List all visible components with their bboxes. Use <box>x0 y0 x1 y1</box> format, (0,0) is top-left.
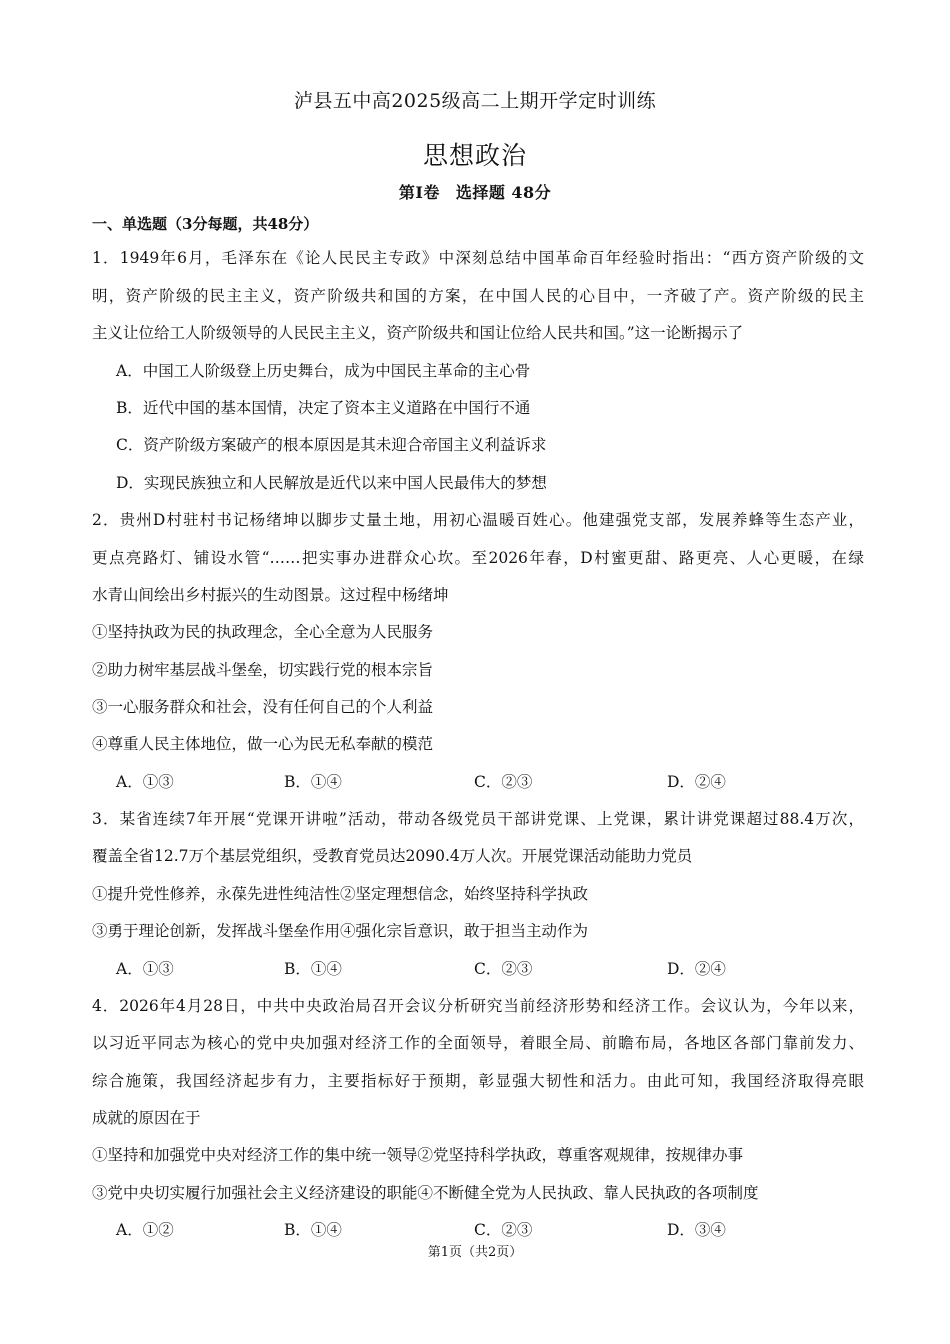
question-2-statement-3: ③一心服务群众和社会，没有任何自己的个人利益 <box>92 698 434 716</box>
question-1-option-d: D．实现民族独立和人民解放是近代以来中国人民最伟大的梦想 <box>116 474 547 492</box>
question-1-line-3: 主义让位给工人阶级领导的人民民主主义，资产阶级共和国让位给人民共和国。”这一论断揭示了 <box>92 324 744 342</box>
part-name: 选择题 48分 <box>455 183 552 202</box>
question-4-choice-d: D．③④ <box>667 1221 726 1239</box>
exam-title: 泸县五中高2025级高二上期开学定时训练 <box>293 90 657 112</box>
question-4-statement-1: ①坚持和加强党中央对经济工作的集中统一领导②党坚持科学执政，尊重客观规律，按规律办事 <box>92 1146 744 1164</box>
question-2-statement-4: ④尊重人民主体地位，做一心为民无私奉献的模范 <box>92 735 434 753</box>
question-3-statement-1: ①提升党性修养，永葆先进性纯洁性②坚定理想信念，始终坚持科学执政 <box>92 885 589 903</box>
section-heading: 一、单选题（3分每题，共48分） <box>92 215 319 233</box>
question-3-choice-d: D．②④ <box>667 960 726 978</box>
question-3-choice-c: C．②③ <box>474 960 533 978</box>
question-2-choice-c: C．②③ <box>474 773 533 791</box>
question-3-line-1: 3．某省连续7年开展“党课开讲啦”活动，带动各级党员干部讲党课、上党课，累计讲党课超过88.4万次， <box>92 810 864 828</box>
question-4-line-4: 成就的原因在于 <box>92 1109 201 1127</box>
question-4-choice-a: A．①② <box>116 1221 174 1239</box>
question-4-statement-2: ③党中央切实履行加强社会主义经济建设的职能④不断健全党为人民执政、靠人民执政的各项制度 <box>92 1184 759 1202</box>
question-3-choices <box>116 959 876 979</box>
question-1-option-a: A．中国工人阶级登上历史舞台，成为中国民主革命的主心骨 <box>116 362 531 380</box>
question-4-choice-c: C．②③ <box>474 1221 533 1239</box>
question-2-statement-2: ②助力树牢基层战斗堡垒，切实践行党的根本宗旨 <box>92 661 434 679</box>
subject-title: 思想政治 <box>422 141 527 170</box>
page-footer: 第1页（共2页） <box>427 1245 523 1260</box>
question-3-choice-b: B．①④ <box>284 960 342 978</box>
question-1-option-c: C．资产阶级方案破产的根本原因是其未迎合帝国主义利益诉求 <box>116 436 547 454</box>
question-4-choice-b: B．①④ <box>284 1221 342 1239</box>
question-1-line-2: 明，资产阶级的民主主义，资产阶级共和国的方案，在中国人民的心目中，一齐破了产。资产阶级的民主 <box>92 287 864 305</box>
question-4-choices <box>116 1220 876 1240</box>
question-2-line-2: 更点亮路灯、铺设水管“……把实事办进群众心坎。至2026年春，D村蜜更甜、路更亮、人心更暖，在绿 <box>92 549 864 567</box>
question-3-line-2: 覆盖全省12.7万个基层党组织，受教育党员达2090.4万人次。开展党课活动能助力党员 <box>92 847 693 865</box>
question-2-choices <box>116 772 876 792</box>
part-title <box>0 180 950 203</box>
question-2-choice-b: B．①④ <box>284 773 342 791</box>
question-2-choice-a: A．①③ <box>116 773 174 791</box>
question-2-line-3: 水青山间绘出乡村振兴的生动图景。这过程中杨绪坤 <box>92 586 449 604</box>
question-2-line-1: 2．贵州D村驻村书记杨绪坤以脚步丈量土地，用初心温暖百姓心。他建强党支部，发展养蜂等生态产业， <box>92 511 864 529</box>
question-4-line-1: 4．2026年4月28日，中共中央政治局召开会议分析研究当前经济形势和经济工作。会议认为，今年以来， <box>92 997 864 1015</box>
question-3-choice-a: A．①③ <box>116 960 174 978</box>
question-1-option-b: B．近代中国的基本国情，决定了资本主义道路在中国行不通 <box>116 399 531 417</box>
question-3-statement-2: ③勇于理论创新，发挥战斗堡垒作用④强化宗旨意识，敢于担当主动作为 <box>92 922 589 940</box>
question-4-line-3: 综合施策，我国经济起步有力，主要指标好于预期，彰显强大韧性和活力。由此可知，我国经济取得亮眼 <box>92 1072 864 1090</box>
question-2-statement-1: ①坚持执政为民的执政理念，全心全意为人民服务 <box>92 623 434 641</box>
question-2-choice-d: D．②④ <box>667 773 726 791</box>
question-4-line-2: 以习近平同志为核心的党中央加强对经济工作的全面领导，着眼全局、前瞻布局，各地区各部门靠前发力、 <box>92 1034 864 1052</box>
question-1-line-1: 1．1949年6月，毛泽东在《论人民民主专政》中深刻总结中国革命百年经验时指出：“西方资产阶级的文 <box>92 249 864 267</box>
part-label: 第Ⅰ卷 <box>398 183 440 202</box>
